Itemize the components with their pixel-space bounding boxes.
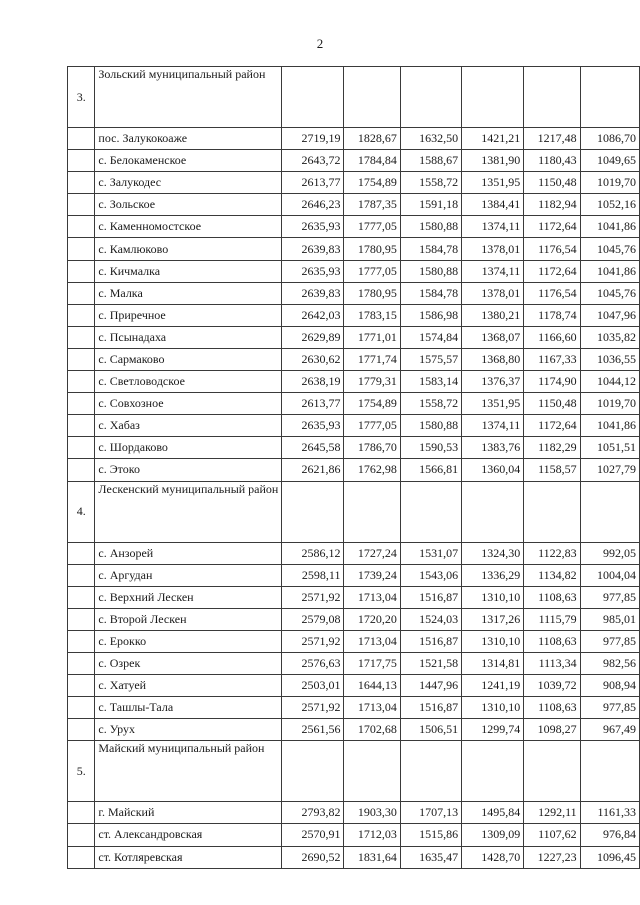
value-cell: 1113,34	[524, 652, 580, 674]
empty-number-cell	[68, 719, 95, 741]
value-cell: 1780,95	[344, 282, 400, 304]
settlement-name: с. Совхозное	[95, 393, 282, 415]
value-cell: 2571,92	[282, 586, 344, 608]
value-cell: 1831,64	[344, 846, 400, 868]
value-cell: 2570,91	[282, 824, 344, 846]
value-cell: 2571,92	[282, 630, 344, 652]
value-cell: 1543,06	[400, 564, 461, 586]
value-cell: 1739,24	[344, 564, 400, 586]
value-cell: 1586,98	[400, 304, 461, 326]
value-cell: 2646,23	[282, 194, 344, 216]
value-cell: 1044,12	[580, 371, 639, 393]
empty-number-cell	[68, 564, 95, 586]
value-cell: 1182,29	[524, 437, 580, 459]
table-row	[68, 802, 640, 824]
value-cell: 1047,96	[580, 304, 639, 326]
value-cell: 985,01	[580, 608, 639, 630]
empty-number-cell	[68, 150, 95, 172]
empty-number-cell	[68, 238, 95, 260]
table-row	[68, 282, 640, 304]
value-cell: 1004,04	[580, 564, 639, 586]
settlement-name: с. Анзорей	[95, 542, 282, 564]
value-cell: 1506,51	[400, 719, 461, 741]
value-cell: 1108,63	[524, 586, 580, 608]
value-cell: 1019,70	[580, 172, 639, 194]
value-cell: 1180,43	[524, 150, 580, 172]
section-number: 5.	[68, 741, 95, 802]
value-cell: 1049,65	[580, 150, 639, 172]
value-cell: 1644,13	[344, 675, 400, 697]
value-cell: 2635,93	[282, 260, 344, 282]
value-cell: 1174,90	[524, 371, 580, 393]
value-cell: 977,85	[580, 630, 639, 652]
settlement-name: пос. Залукокоаже	[95, 128, 282, 150]
value-cell: 1172,64	[524, 415, 580, 437]
value-cell: 1310,10	[462, 630, 524, 652]
settlement-name: с. Каменномостское	[95, 216, 282, 238]
empty-cell	[524, 67, 580, 128]
value-cell: 2793,82	[282, 802, 344, 824]
value-cell: 2613,77	[282, 172, 344, 194]
value-cell: 1150,48	[524, 393, 580, 415]
value-cell: 2598,11	[282, 564, 344, 586]
value-cell: 1161,33	[580, 802, 639, 824]
value-cell: 2613,77	[282, 393, 344, 415]
value-cell: 1712,03	[344, 824, 400, 846]
empty-cell	[524, 741, 580, 802]
value-cell: 2638,19	[282, 371, 344, 393]
empty-cell	[344, 481, 400, 542]
value-cell: 1172,64	[524, 260, 580, 282]
settlement-name: с. Ерокко	[95, 630, 282, 652]
value-cell: 1158,57	[524, 459, 580, 481]
value-cell: 1292,11	[524, 802, 580, 824]
district-name: Лескенский муниципальный район	[95, 481, 282, 542]
value-cell: 1314,81	[462, 652, 524, 674]
value-cell: 2586,12	[282, 542, 344, 564]
value-cell: 2635,93	[282, 216, 344, 238]
value-cell: 1378,01	[462, 238, 524, 260]
value-cell: 1368,80	[462, 348, 524, 370]
value-cell: 1310,10	[462, 586, 524, 608]
value-cell: 1584,78	[400, 282, 461, 304]
empty-cell	[282, 67, 344, 128]
value-cell: 1754,89	[344, 172, 400, 194]
value-cell: 1227,23	[524, 846, 580, 868]
table-row	[68, 846, 640, 868]
empty-cell	[580, 67, 639, 128]
empty-number-cell	[68, 459, 95, 481]
value-cell: 1584,78	[400, 238, 461, 260]
table-row	[68, 697, 640, 719]
value-cell: 1172,64	[524, 216, 580, 238]
empty-number-cell	[68, 630, 95, 652]
table-row	[68, 586, 640, 608]
settlement-name: ст. Котляревская	[95, 846, 282, 868]
value-cell: 1108,63	[524, 697, 580, 719]
value-cell: 1787,35	[344, 194, 400, 216]
page-number: 2	[316, 36, 324, 51]
value-cell: 967,49	[580, 719, 639, 741]
settlement-name: с. Белокаменское	[95, 150, 282, 172]
table-row	[68, 393, 640, 415]
empty-number-cell	[68, 675, 95, 697]
value-cell: 1713,04	[344, 630, 400, 652]
value-cell: 1108,63	[524, 630, 580, 652]
value-cell: 1374,11	[462, 216, 524, 238]
value-cell: 1516,87	[400, 630, 461, 652]
district-header-row	[68, 67, 640, 128]
value-cell: 1777,05	[344, 260, 400, 282]
value-cell: 1086,70	[580, 128, 639, 150]
empty-number-cell	[68, 393, 95, 415]
value-cell: 1317,26	[462, 608, 524, 630]
settlement-name: с. Светловодское	[95, 371, 282, 393]
value-cell: 2719,19	[282, 128, 344, 150]
value-cell: 1052,16	[580, 194, 639, 216]
settlement-name: с. Шордаково	[95, 437, 282, 459]
value-cell: 992,05	[580, 542, 639, 564]
value-cell: 1374,11	[462, 260, 524, 282]
table-row	[68, 675, 640, 697]
value-cell: 1299,74	[462, 719, 524, 741]
value-cell: 1903,30	[344, 802, 400, 824]
settlement-name: с. Сармаково	[95, 348, 282, 370]
table-row	[68, 216, 640, 238]
table-row	[68, 128, 640, 150]
empty-number-cell	[68, 652, 95, 674]
value-cell: 1039,72	[524, 675, 580, 697]
empty-number-cell	[68, 194, 95, 216]
settlement-name: с. Аргудан	[95, 564, 282, 586]
settlement-name: с. Малка	[95, 282, 282, 304]
table-row	[68, 348, 640, 370]
value-cell: 1309,09	[462, 824, 524, 846]
value-cell: 1780,95	[344, 238, 400, 260]
settlement-name: г. Майский	[95, 802, 282, 824]
value-cell: 1591,18	[400, 194, 461, 216]
value-cell: 1575,57	[400, 348, 461, 370]
empty-number-cell	[68, 824, 95, 846]
value-cell: 1720,20	[344, 608, 400, 630]
value-cell: 908,94	[580, 675, 639, 697]
table-row	[68, 238, 640, 260]
value-cell: 1182,94	[524, 194, 580, 216]
empty-number-cell	[68, 172, 95, 194]
value-cell: 1777,05	[344, 415, 400, 437]
empty-number-cell	[68, 846, 95, 868]
empty-cell	[282, 741, 344, 802]
value-cell: 1376,37	[462, 371, 524, 393]
value-cell: 1707,13	[400, 802, 461, 824]
value-cell: 1580,88	[400, 415, 461, 437]
value-cell: 1176,54	[524, 238, 580, 260]
table-row	[68, 326, 640, 348]
value-cell: 2561,56	[282, 719, 344, 741]
empty-number-cell	[68, 282, 95, 304]
value-cell: 1351,95	[462, 172, 524, 194]
value-cell: 1521,58	[400, 652, 461, 674]
settlement-name: с. Второй Лескен	[95, 608, 282, 630]
settlement-name: ст. Александровская	[95, 824, 282, 846]
empty-number-cell	[68, 608, 95, 630]
value-cell: 1167,33	[524, 348, 580, 370]
empty-number-cell	[68, 326, 95, 348]
value-cell: 1771,01	[344, 326, 400, 348]
value-cell: 1515,86	[400, 824, 461, 846]
value-cell: 1383,76	[462, 437, 524, 459]
value-cell: 1336,29	[462, 564, 524, 586]
table-row	[68, 260, 640, 282]
table-body	[68, 67, 640, 869]
value-cell: 2621,86	[282, 459, 344, 481]
value-cell: 1588,67	[400, 150, 461, 172]
value-cell: 2635,93	[282, 415, 344, 437]
empty-cell	[344, 67, 400, 128]
value-cell: 1178,74	[524, 304, 580, 326]
value-cell: 1027,79	[580, 459, 639, 481]
value-cell: 1762,98	[344, 459, 400, 481]
value-cell: 1041,86	[580, 260, 639, 282]
value-cell: 1166,60	[524, 326, 580, 348]
value-cell: 1115,79	[524, 608, 580, 630]
table-row	[68, 824, 640, 846]
district-name: Зольский муниципальный район	[95, 67, 282, 128]
value-cell: 1447,96	[400, 675, 461, 697]
settlement-name: с. Верхний Лескен	[95, 586, 282, 608]
value-cell: 1583,14	[400, 371, 461, 393]
table-row	[68, 608, 640, 630]
settlement-name: с. Этоко	[95, 459, 282, 481]
value-cell: 2576,63	[282, 652, 344, 674]
value-cell: 1516,87	[400, 586, 461, 608]
value-cell: 976,84	[580, 824, 639, 846]
value-cell: 1036,55	[580, 348, 639, 370]
value-cell: 1134,82	[524, 564, 580, 586]
settlement-name: с. Псынадаха	[95, 326, 282, 348]
value-cell: 2629,89	[282, 326, 344, 348]
section-number: 4.	[68, 481, 95, 542]
value-cell: 1150,48	[524, 172, 580, 194]
value-cell: 1324,30	[462, 542, 524, 564]
value-cell: 1566,81	[400, 459, 461, 481]
empty-number-cell	[68, 437, 95, 459]
value-cell: 2642,03	[282, 304, 344, 326]
value-cell: 1368,07	[462, 326, 524, 348]
empty-number-cell	[68, 697, 95, 719]
table-row	[68, 304, 640, 326]
value-cell: 1784,84	[344, 150, 400, 172]
value-cell: 1351,95	[462, 393, 524, 415]
value-cell: 2639,83	[282, 282, 344, 304]
value-cell: 1524,03	[400, 608, 461, 630]
table-row	[68, 719, 640, 741]
value-cell: 2571,92	[282, 697, 344, 719]
table-row	[68, 172, 640, 194]
value-cell: 977,85	[580, 586, 639, 608]
value-cell: 1051,51	[580, 437, 639, 459]
empty-number-cell	[68, 542, 95, 564]
district-name: Майский муниципальный район	[95, 741, 282, 802]
value-cell: 1828,67	[344, 128, 400, 150]
value-cell: 1531,07	[400, 542, 461, 564]
value-cell: 2579,08	[282, 608, 344, 630]
value-cell: 1217,48	[524, 128, 580, 150]
value-cell: 1779,31	[344, 371, 400, 393]
value-cell: 2690,52	[282, 846, 344, 868]
value-cell: 1428,70	[462, 846, 524, 868]
settlement-name: с. Ташлы-Тала	[95, 697, 282, 719]
value-cell: 1558,72	[400, 172, 461, 194]
value-cell: 982,56	[580, 652, 639, 674]
value-cell: 2639,83	[282, 238, 344, 260]
value-cell: 977,85	[580, 697, 639, 719]
value-cell: 1310,10	[462, 697, 524, 719]
table-row	[68, 150, 640, 172]
table-row	[68, 564, 640, 586]
empty-cell	[400, 481, 461, 542]
settlement-name: с. Хатуей	[95, 675, 282, 697]
settlement-name: с. Камлюково	[95, 238, 282, 260]
district-header-row	[68, 741, 640, 802]
value-cell: 1717,75	[344, 652, 400, 674]
value-cell: 1421,21	[462, 128, 524, 150]
empty-cell	[462, 481, 524, 542]
empty-cell	[462, 67, 524, 128]
settlement-name: с. Озрек	[95, 652, 282, 674]
table-row	[68, 371, 640, 393]
value-cell: 1381,90	[462, 150, 524, 172]
settlement-name: с. Урух	[95, 719, 282, 741]
value-cell: 1360,04	[462, 459, 524, 481]
value-cell: 1378,01	[462, 282, 524, 304]
value-cell: 1590,53	[400, 437, 461, 459]
empty-number-cell	[68, 348, 95, 370]
value-cell: 1783,15	[344, 304, 400, 326]
settlement-name: с. Зольское	[95, 194, 282, 216]
value-cell: 1713,04	[344, 586, 400, 608]
value-cell: 1632,50	[400, 128, 461, 150]
value-cell: 1777,05	[344, 216, 400, 238]
table-row	[68, 437, 640, 459]
empty-number-cell	[68, 260, 95, 282]
empty-cell	[400, 67, 461, 128]
table-row	[68, 459, 640, 481]
value-cell: 1096,45	[580, 846, 639, 868]
value-cell: 1107,62	[524, 824, 580, 846]
section-number: 3.	[68, 67, 95, 128]
value-cell: 1771,74	[344, 348, 400, 370]
value-cell: 1384,41	[462, 194, 524, 216]
table-row	[68, 415, 640, 437]
value-cell: 1122,83	[524, 542, 580, 564]
settlement-name: с. Приречное	[95, 304, 282, 326]
settlement-name: с. Кичмалка	[95, 260, 282, 282]
empty-cell	[282, 481, 344, 542]
value-cell: 1727,24	[344, 542, 400, 564]
empty-cell	[344, 741, 400, 802]
value-cell: 2503,01	[282, 675, 344, 697]
value-cell: 2645,58	[282, 437, 344, 459]
value-cell: 1580,88	[400, 216, 461, 238]
district-header-row	[68, 481, 640, 542]
value-cell: 1045,76	[580, 238, 639, 260]
value-cell: 1380,21	[462, 304, 524, 326]
value-cell: 1041,86	[580, 216, 639, 238]
value-cell: 1035,82	[580, 326, 639, 348]
value-cell: 1098,27	[524, 719, 580, 741]
empty-cell	[462, 741, 524, 802]
value-cell: 1702,68	[344, 719, 400, 741]
table-row	[68, 194, 640, 216]
table-row	[68, 652, 640, 674]
value-cell: 1019,70	[580, 393, 639, 415]
settlement-name: с. Залукодес	[95, 172, 282, 194]
value-cell: 1045,76	[580, 282, 639, 304]
value-cell: 1580,88	[400, 260, 461, 282]
table-row	[68, 630, 640, 652]
empty-number-cell	[68, 304, 95, 326]
value-cell: 1241,19	[462, 675, 524, 697]
value-cell: 1786,70	[344, 437, 400, 459]
value-cell: 1374,11	[462, 415, 524, 437]
empty-number-cell	[68, 802, 95, 824]
value-cell: 1635,47	[400, 846, 461, 868]
empty-number-cell	[68, 371, 95, 393]
empty-cell	[524, 481, 580, 542]
value-cell: 1558,72	[400, 393, 461, 415]
value-cell: 1516,87	[400, 697, 461, 719]
tariff-table	[67, 66, 640, 869]
table-row	[68, 542, 640, 564]
empty-cell	[400, 741, 461, 802]
value-cell: 1041,86	[580, 415, 639, 437]
value-cell: 1574,84	[400, 326, 461, 348]
empty-number-cell	[68, 128, 95, 150]
empty-cell	[580, 481, 639, 542]
value-cell: 2643,72	[282, 150, 344, 172]
empty-number-cell	[68, 586, 95, 608]
empty-number-cell	[68, 216, 95, 238]
value-cell: 1495,84	[462, 802, 524, 824]
value-cell: 1754,89	[344, 393, 400, 415]
settlement-name: с. Хабаз	[95, 415, 282, 437]
value-cell: 2630,62	[282, 348, 344, 370]
empty-number-cell	[68, 415, 95, 437]
value-cell: 1713,04	[344, 697, 400, 719]
empty-cell	[580, 741, 639, 802]
value-cell: 1176,54	[524, 282, 580, 304]
